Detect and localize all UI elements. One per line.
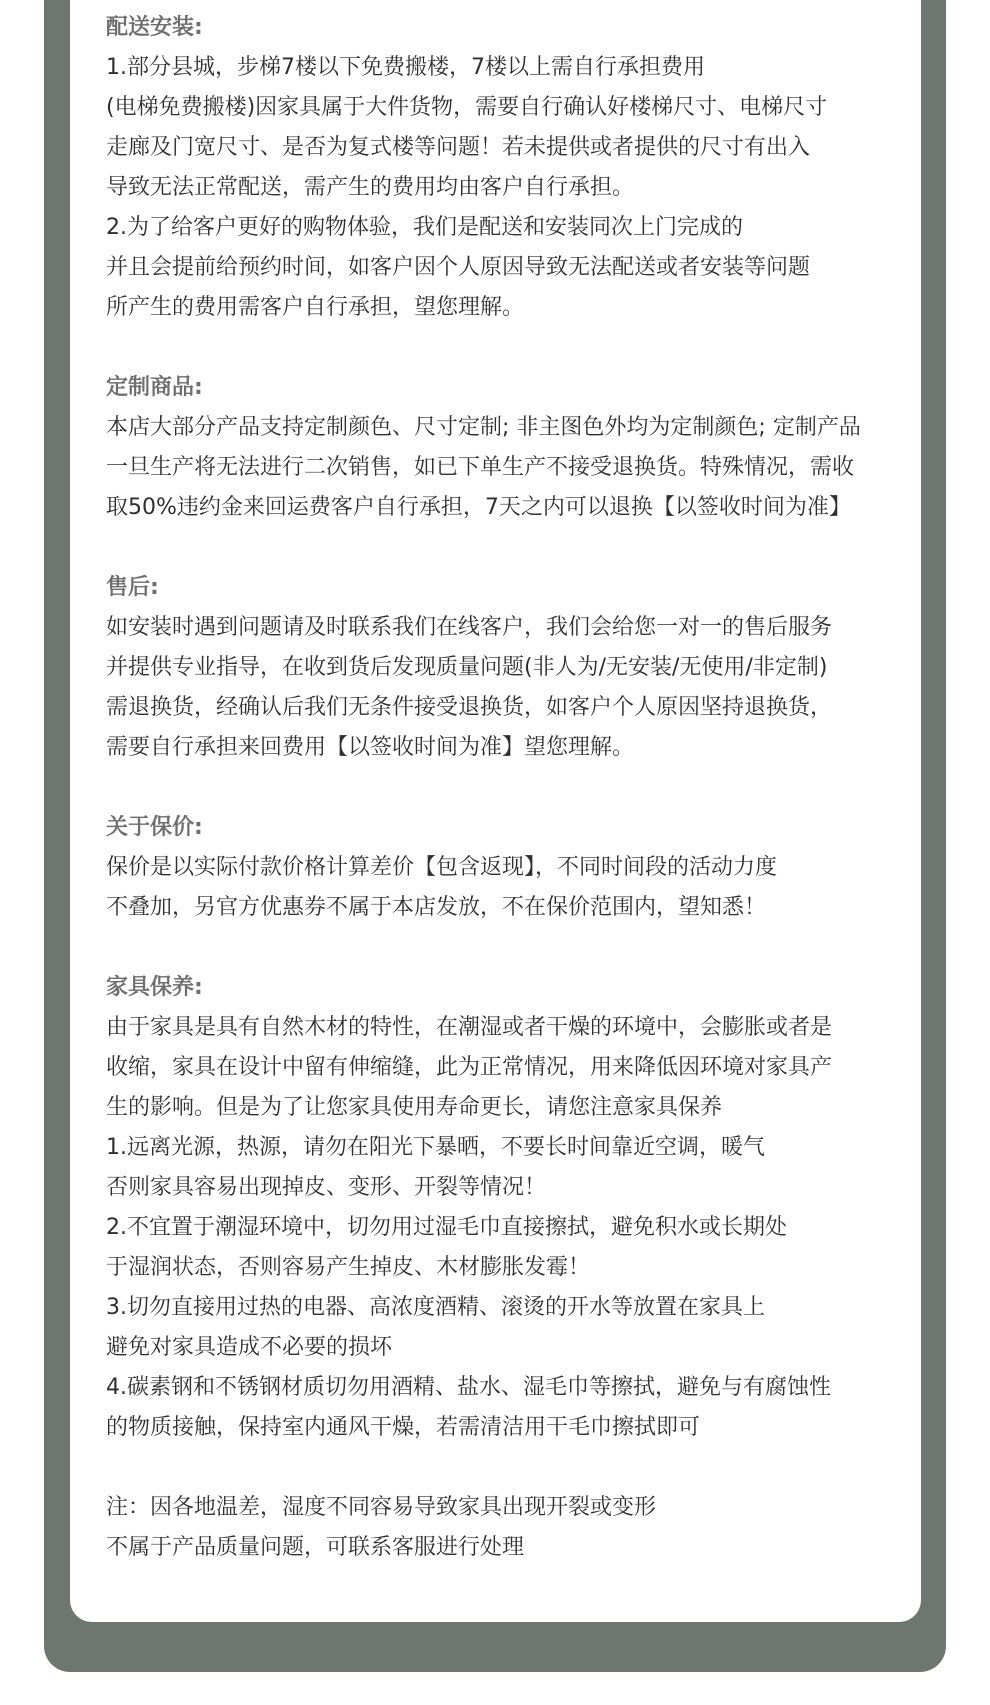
text-line: 所产生的费用需客户自行承担，望您理解。	[106, 295, 525, 320]
text-line: 需要自行承担来回费用【以签收时间为准】望您理解。	[106, 735, 635, 760]
text-line: 一旦生产将无法进行二次销售，如已下单生产不接受退换货。特殊情况，需收	[106, 455, 855, 480]
text-line: 3.切勿直接用过热的电器、高浓度酒精、滚烫的开水等放置在家具上	[106, 1295, 765, 1320]
section-delivery-install	[106, 8, 906, 328]
text-line: 需退换货，经确认后我们无条件接受退换货，如客户个人原因坚持退换货，	[106, 695, 833, 720]
section-custom-products	[106, 368, 906, 528]
section-heading: 售后:	[106, 575, 159, 600]
text-line: 取50%违约金来回运费客户自行承担，7天之内可以退换【以签收时间为准】	[106, 495, 851, 520]
text-line: (电梯免费搬楼)因家具属于大件货物，需要自行确认好楼梯尺寸、电梯尺寸	[106, 95, 828, 120]
text-line: 如安装时遇到问题请及时联系我们在线客户，我们会给您一对一的售后服务	[106, 615, 833, 640]
text-line: 于湿润状态，否则容易产生掉皮、木材膨胀发霉！	[106, 1255, 591, 1280]
text-line: 注：因各地温差，湿度不同容易导致家具出现开裂或变形	[106, 1495, 657, 1520]
text-line: 不属于产品质量问题，可联系客服进行处理	[106, 1535, 525, 1560]
section-note	[106, 1488, 906, 1568]
text-line: 导致无法正常配送，需产生的费用均由客户自行承担。	[106, 175, 635, 200]
text-line: 收缩，家具在设计中留有伸缩缝，此为正常情况，用来降低因环境对家具产	[106, 1055, 833, 1080]
section-heading: 关于保价:	[106, 815, 203, 840]
text-line: 2.为了给客户更好的购物体验，我们是配送和安装同次上门完成的	[106, 215, 743, 240]
section-heading: 定制商品:	[106, 375, 203, 400]
text-line: 不叠加，另官方优惠券不属于本店发放，不在保价范围内，望知悉！	[106, 895, 767, 920]
section-furniture-care	[106, 968, 906, 1448]
text-line: 2.不宜置于潮湿环境中，切勿用过湿毛巾直接擦拭，避免积水或长期处	[106, 1215, 787, 1240]
text-line: 由于家具是具有自然木材的特性，在潮湿或者干燥的环境中，会膨胀或者是	[106, 1015, 833, 1040]
text-line: 并提供专业指导，在收到货后发现质量问题(非人为/无安装/无使用/非定制)	[106, 655, 828, 680]
section-heading: 家具保养:	[106, 975, 203, 1000]
section-price-protection	[106, 808, 906, 928]
text-line: 的物质接触，保持室内通风干燥，若需清洁用干毛巾擦拭即可	[106, 1415, 701, 1440]
text-line: 并且会提前给预约时间，如客户因个人原因导致无法配送或者安装等问题	[106, 255, 811, 280]
text-line: 4.碳素钢和不锈钢材质切勿用酒精、盐水、湿毛巾等擦拭，避免与有腐蚀性	[106, 1375, 831, 1400]
text-line: 否则家具容易出现掉皮、变形、开裂等情况！	[106, 1175, 547, 1200]
text-line: 1.部分县城，步梯7楼以下免费搬楼，7楼以上需自行承担费用	[106, 55, 705, 80]
section-heading: 配送安装:	[106, 15, 203, 40]
text-line: 避免对家具造成不必要的损坏	[106, 1335, 393, 1360]
text-line: 本店大部分产品支持定制颜色、尺寸定制; 非主图色外均为定制颜色; 定制产品	[106, 415, 861, 440]
text-line: 走廊及门宽尺寸、是否为复式楼等问题！若未提供或者提供的尺寸有出入	[106, 135, 811, 160]
text-line: 生的影响。但是为了让您家具使用寿命更长，请您注意家具保养	[106, 1095, 723, 1120]
text-line: 1.远离光源，热源，请勿在阳光下暴晒，不要长时间靠近空调，暖气	[106, 1135, 765, 1160]
text-line: 保价是以实际付款价格计算差价【包含返现】，不同时间段的活动力度	[106, 855, 778, 880]
section-after-sales	[106, 568, 906, 768]
policy-content	[106, 8, 906, 1568]
